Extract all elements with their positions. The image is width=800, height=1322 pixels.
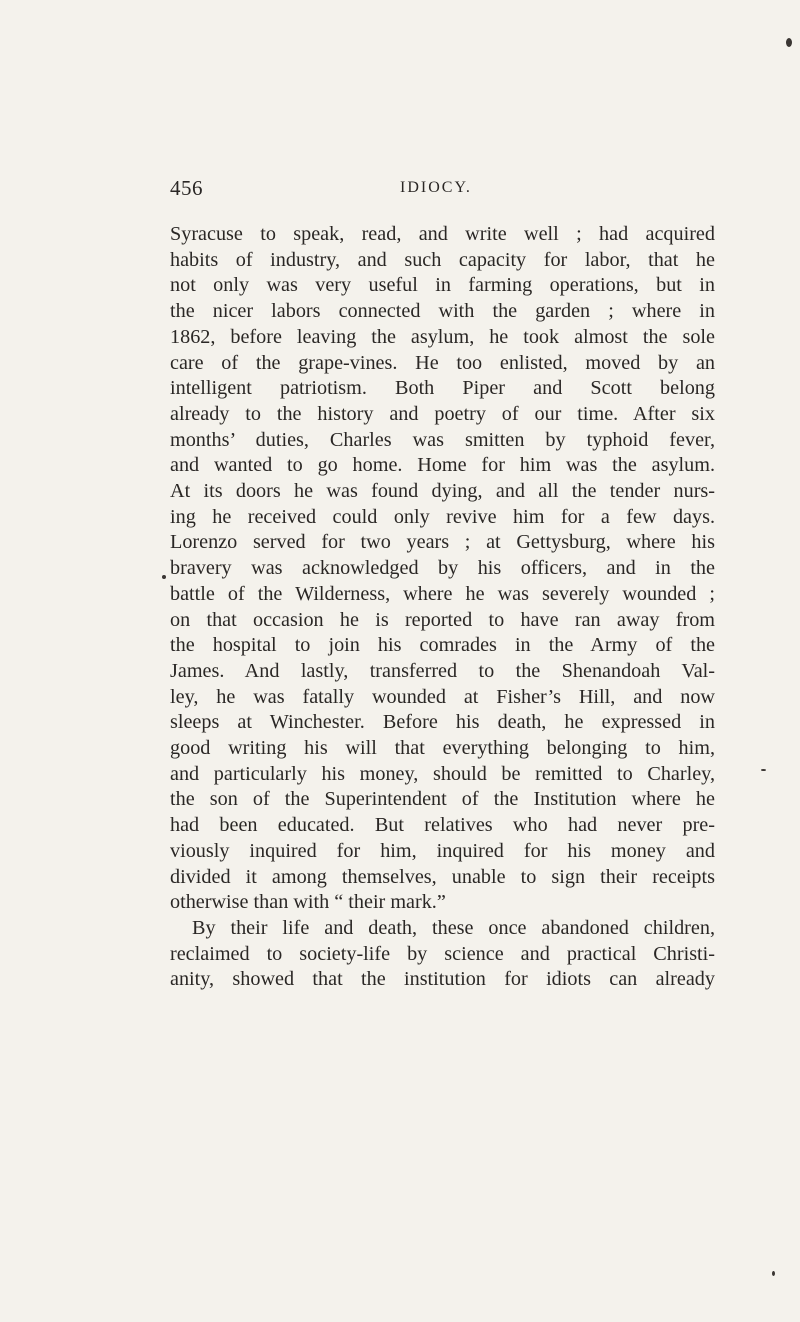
text-line: battle of the Wilderness, where he was severely wounded ; <box>170 582 715 605</box>
text-line: on that occasion he is reported to have ran away from <box>170 608 715 631</box>
text-line: habits of industry, and such capacity for labor, that he <box>170 248 715 271</box>
text-line: viously inquired for him, inquired for his money and <box>170 839 715 862</box>
text-line: ley, he was fatally wounded at Fisher’s Hill, and now <box>170 685 715 708</box>
text-line: reclaimed to society-life by science and practical Christi- <box>170 942 715 965</box>
text-line: James. And lastly, transferred to the Shenandoah Val- <box>170 659 715 682</box>
text-line: not only was very useful in farming operations, but in <box>170 274 715 297</box>
text-line: At its doors he was found dying, and all the tender nurs- <box>170 480 715 503</box>
text-line: the son of the Superintendent of the Institution where he <box>170 788 715 811</box>
print-speck <box>761 769 766 771</box>
text-line: ing he received could only revive him for a few days. <box>170 505 715 528</box>
body-text <box>170 222 715 993</box>
page-number: 456 <box>170 176 203 200</box>
print-speck <box>772 1271 775 1276</box>
text-line: good writing his will that everything belonging to him, <box>170 737 715 760</box>
text-line: already to the history and poetry of our time. After six <box>170 402 715 425</box>
text-line: Syracuse to speak, read, and write well ; had acquired <box>170 223 715 245</box>
text-line: care of the grape-vines. He too enlisted, moved by an <box>170 351 715 374</box>
print-speck <box>162 575 166 579</box>
text-line: had been educated. But relatives who had never pre- <box>170 814 715 837</box>
text-line: otherwise than with “ their mark.” <box>170 891 446 914</box>
text-line: sleeps at Winchester. Before his death, he expressed in <box>170 711 715 734</box>
text-line: Lorenzo served for two years ; at Gettysburg, where his <box>170 531 715 554</box>
text-line: anity, showed that the institution for idiots can already <box>170 968 715 991</box>
text-line: months’ duties, Charles was smitten by typhoid fever, <box>170 428 715 451</box>
text-line: and wanted to go home. Home for him was the asylum. <box>170 454 715 477</box>
text-line: the nicer labors connected with the garden ; where in <box>170 300 715 323</box>
text-line: divided it among themselves, unable to sign their receipts <box>170 865 715 888</box>
text-line: 1862, before leaving the asylum, he took almost the sole <box>170 325 715 348</box>
page-header <box>170 176 710 202</box>
text-line: bravery was acknowledged by his officers, and in the <box>170 557 715 580</box>
text-line: the hospital to join his comrades in the Army of the <box>170 634 715 657</box>
print-speck <box>786 38 792 47</box>
running-head: IDIOCY. <box>400 179 472 196</box>
text-line: and particularly his money, should be remitted to Charley, <box>170 762 715 785</box>
text-line: By their life and death, these once abandoned children, <box>192 916 715 939</box>
text-line: intelligent patriotism. Both Piper and Scott belong <box>170 377 715 400</box>
